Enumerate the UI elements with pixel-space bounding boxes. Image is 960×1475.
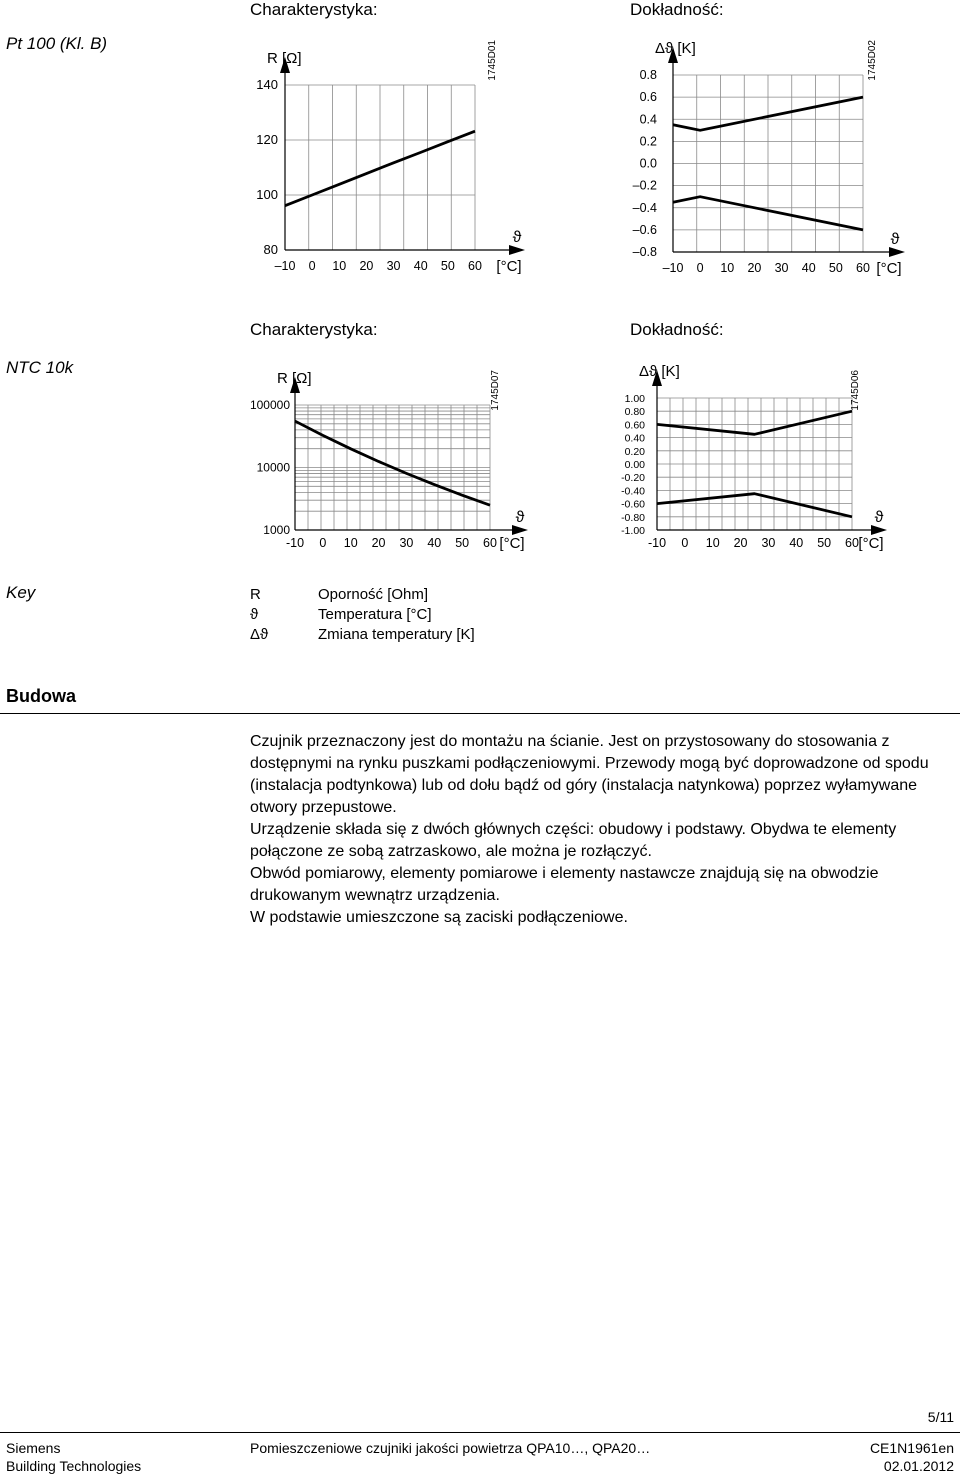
- x-axis-unit: [°C]: [876, 260, 902, 277]
- x-axis-symbol: ϑ: [890, 231, 900, 248]
- y-tick-label: -0.40: [621, 485, 645, 498]
- key-symbol: ϑ: [250, 606, 259, 623]
- x-axis-arrow: [889, 247, 905, 257]
- y-tick-label: 0.0: [639, 156, 657, 171]
- x-tick-label: 60: [483, 536, 497, 550]
- y-tick-label: -0.80: [621, 511, 645, 524]
- x-tick-label: 30: [761, 536, 776, 550]
- figure-code: 1745D01: [487, 40, 498, 81]
- x-axis-symbol: ϑ: [515, 509, 525, 526]
- y-tick-label: 10000: [256, 460, 290, 475]
- key-description: Oporność [Ohm]: [318, 586, 429, 603]
- key-symbol: Δϑ: [250, 626, 269, 643]
- y-tick-label: 0.4: [639, 112, 657, 127]
- x-tick-label: –10: [662, 261, 684, 275]
- y-tick-label: 0.8: [639, 68, 657, 82]
- y-tick-label: –0.8: [632, 245, 657, 259]
- chart-pt100-characteristic: [240, 30, 540, 285]
- x-tick-label: –10: [274, 259, 296, 273]
- chart-pt100-accuracy: [615, 30, 915, 285]
- x-tick-label: 20: [359, 259, 374, 273]
- y-tick-label: 0.20: [624, 445, 645, 458]
- y-tick-label: -0.60: [621, 498, 645, 511]
- y-axis-label: R [Ω]: [277, 370, 312, 387]
- footer-date: 02.01.2012: [883, 1458, 954, 1474]
- paragraph: Obwód pomiarowy, elementy pomiarowe i elementy nastawcze znajdują się na obwodzie drukowanym wewnątrz urządzenia.: [250, 865, 879, 904]
- x-tick-label: 50: [440, 259, 455, 273]
- x-tick-label: 60: [468, 259, 482, 273]
- x-tick-label: 0: [319, 536, 327, 550]
- budowa-body: [250, 731, 950, 929]
- x-axis-unit: [°C]: [499, 535, 525, 552]
- x-axis-arrow: [512, 525, 528, 535]
- y-tick-label: 0.40: [624, 432, 645, 445]
- x-tick-label: 40: [413, 259, 428, 273]
- y-tick-label: 0.00: [624, 459, 645, 471]
- figure-code: 1745D06: [850, 370, 861, 411]
- y-tick-label: 0.6: [639, 90, 657, 105]
- y-tick-label: 0.80: [624, 406, 645, 419]
- x-tick-label: 50: [455, 536, 470, 550]
- x-tick-label: 10: [720, 261, 735, 275]
- y-tick-label: –0.4: [632, 200, 657, 215]
- chart-ntc-accuracy: [615, 355, 915, 560]
- x-tick-label: 30: [386, 259, 401, 273]
- x-tick-label: 0: [696, 261, 704, 275]
- section-heading-budowa: Budowa: [6, 686, 76, 706]
- section-divider: [0, 713, 960, 714]
- series-line: [657, 494, 852, 517]
- paragraph: Urządzenie składa się z dwóch głównych części: obudowy i podstawy. Obydwa te elementy połączone ze sobą zatrzaskowo, ale można je rozłączyć.: [250, 821, 897, 860]
- y-axis-label: Δϑ [K]: [639, 363, 680, 380]
- x-tick-label: 30: [399, 536, 414, 550]
- x-tick-label: 50: [817, 536, 832, 550]
- y-tick-label: 140: [256, 77, 278, 92]
- y-tick-label: 1000: [263, 523, 290, 537]
- x-tick-label: 60: [856, 261, 870, 275]
- x-tick-label: -10: [647, 536, 667, 550]
- figure-code: 1745D02: [867, 40, 878, 81]
- x-tick-label: 50: [828, 261, 843, 275]
- x-tick-label: 10: [343, 536, 358, 550]
- chart-ntc-characteristic: [240, 355, 540, 560]
- accuracy-header: Dokładność:: [630, 0, 724, 19]
- y-axis-label: R [Ω]: [267, 50, 302, 67]
- y-tick-label: –0.2: [632, 178, 657, 193]
- series-line: [657, 411, 852, 434]
- footer-division: Building Technologies: [6, 1458, 142, 1474]
- x-axis-symbol: ϑ: [512, 229, 522, 246]
- y-axis-label: Δϑ [K]: [655, 40, 696, 57]
- paragraph: Czujnik przeznaczony jest do montażu na ścianie. Jest on przystosowany do stosowania z dostępnymi na rynku puszkami podłączeniowymi. Przewody mogą być doprowadzone od spodu (instalacja podtynkowa) lub od dołu bądź od góry (instalacja natynkowa) poprzez wyłamywane otwory przepustowe.: [250, 733, 929, 816]
- x-tick-label: 20: [747, 261, 762, 275]
- paragraph: W podstawie umieszczone są zaciski podłączeniowe.: [250, 909, 628, 926]
- y-tick-label: -0.20: [621, 472, 645, 485]
- x-tick-label: 20: [733, 536, 748, 550]
- x-tick-label: 40: [427, 536, 442, 550]
- footer-divider: [0, 1432, 960, 1433]
- key-description: Temperatura [°C]: [318, 606, 432, 623]
- y-tick-label: 100: [256, 187, 278, 202]
- x-axis-unit: [°C]: [858, 535, 884, 552]
- x-tick-label: 20: [371, 536, 386, 550]
- x-tick-label: 0: [681, 536, 689, 550]
- x-tick-label: 10: [332, 259, 347, 273]
- x-tick-label: 40: [789, 536, 804, 550]
- x-tick-label: 60: [845, 536, 859, 550]
- x-axis-symbol: ϑ: [874, 509, 884, 526]
- x-tick-label: 0: [308, 259, 316, 273]
- y-tick-label: –0.6: [632, 222, 657, 237]
- accuracy-header: Dokładność:: [630, 320, 724, 339]
- figure-code: 1745D07: [490, 370, 501, 411]
- x-axis-arrow: [509, 245, 525, 255]
- x-tick-label: -10: [285, 536, 305, 550]
- key-description: Zmiana temperatury [K]: [318, 626, 475, 643]
- key-label: Key: [6, 583, 36, 602]
- x-axis-arrow: [871, 525, 887, 535]
- row-label-pt100: Pt 100 (Kl. B): [6, 34, 108, 53]
- characteristic-header: Charakterystyka:: [250, 0, 378, 19]
- x-tick-label: 40: [801, 261, 816, 275]
- y-tick-label: 0.60: [624, 419, 645, 432]
- y-tick-label: 100000: [249, 398, 290, 412]
- x-tick-label: 30: [774, 261, 789, 275]
- characteristic-header: Charakterystyka:: [250, 320, 378, 339]
- y-tick-label: -1.00: [621, 525, 645, 537]
- page-number: 5/11: [927, 1409, 954, 1425]
- key-symbol: R: [250, 586, 261, 603]
- footer-company: Siemens: [6, 1440, 61, 1456]
- y-tick-label: 0.2: [639, 134, 657, 149]
- y-tick-label: 120: [256, 132, 278, 147]
- y-tick-label: 1.00: [624, 393, 645, 405]
- footer-doc-number: CE1N1961en: [869, 1440, 954, 1456]
- footer-title: Pomieszczeniowe czujniki jakości powietrza QPA10…, QPA20…: [250, 1440, 651, 1456]
- row-label-ntc10k: NTC 10k: [6, 358, 74, 377]
- x-tick-label: 10: [705, 536, 720, 550]
- x-axis-unit: [°C]: [496, 258, 522, 275]
- y-tick-label: 80: [263, 242, 278, 257]
